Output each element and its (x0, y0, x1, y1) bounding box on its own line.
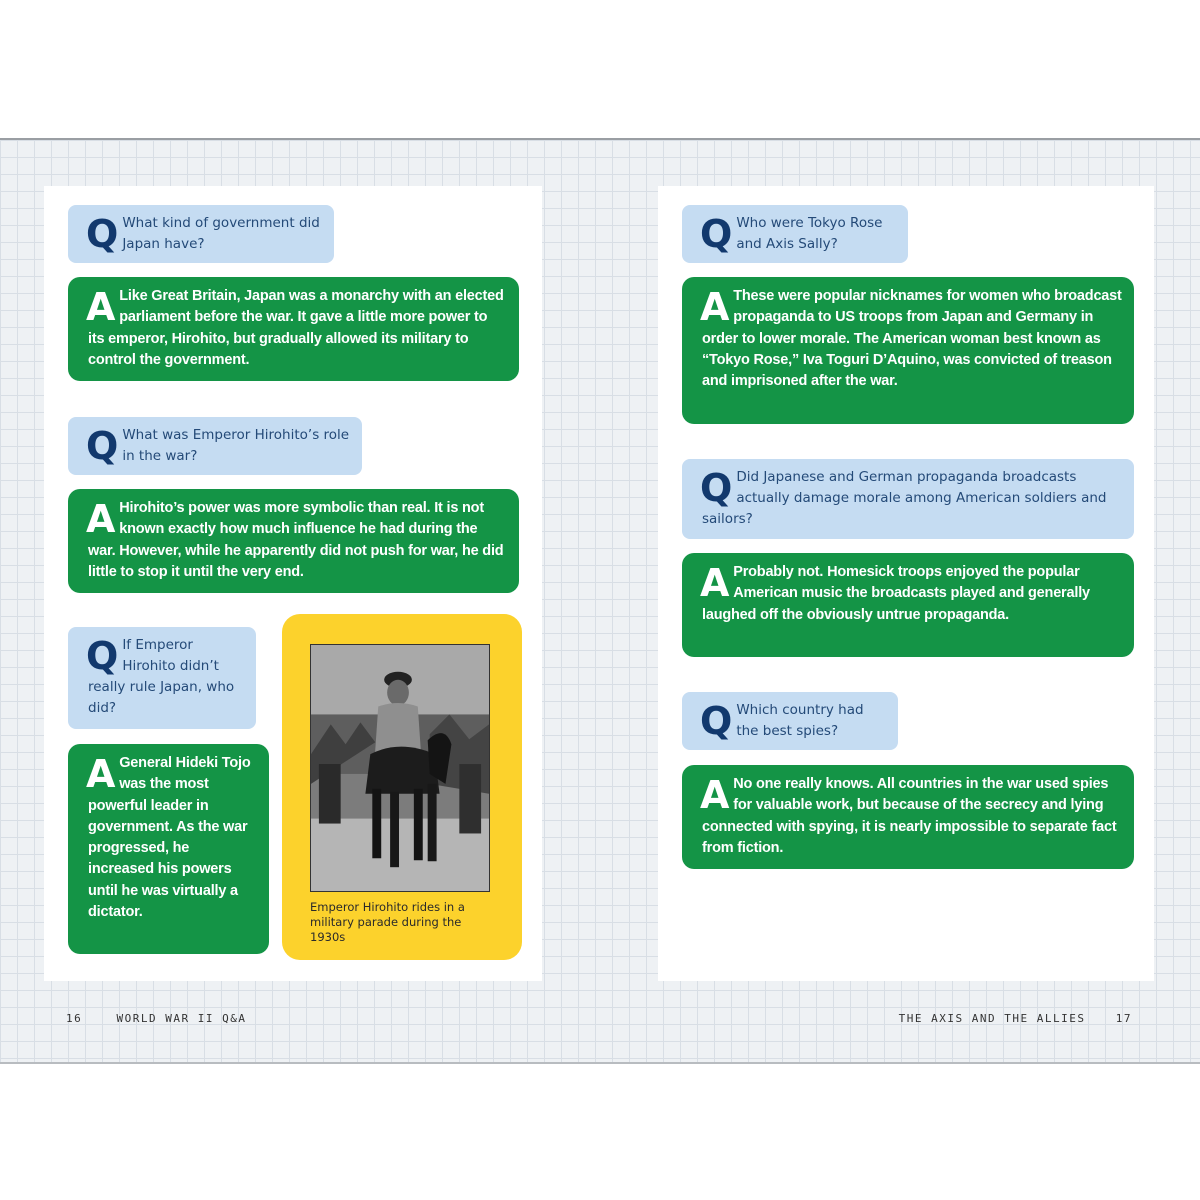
q-letter: Q (86, 634, 119, 678)
hirohito-parade-photo (310, 644, 490, 892)
answer-box (68, 744, 269, 954)
question-box (682, 459, 1134, 539)
question-box (682, 692, 898, 750)
q-letter: Q (86, 212, 119, 256)
answer-box (682, 553, 1134, 657)
a-letter: A (700, 561, 730, 605)
q-letter: Q (700, 466, 733, 510)
question-text: What kind of government did Japan have? (122, 215, 320, 252)
a-letter: A (86, 285, 116, 329)
photo-caption: Emperor Hirohito rides in a military parade during the 1930s (310, 900, 465, 944)
answer-box (682, 765, 1134, 869)
answer-box (68, 277, 519, 381)
answer-text: Hirohito’s power was more symbolic than real. It is not known exactly how much influence he had during the war. However, while he apparently did not push for war, he did little to stop it until the very end. (88, 500, 504, 580)
question-text: What was Emperor Hirohito’s role in the war? (122, 427, 350, 464)
question-text: Who were Tokyo Rose and Axis Sally? (736, 215, 883, 252)
question-box (68, 205, 334, 263)
q-letter: Q (700, 212, 733, 256)
photo-card (282, 614, 522, 960)
answer-box (68, 489, 519, 593)
question-text: If Emperor Hirohito didn’t really rule Japan, who did? (88, 637, 235, 716)
answer-text: No one really knows. All countries in the war used spies for valuable work, but because of the secrecy and lying connected with spying, it is nearly impossible to separate fact from fiction. (702, 776, 1117, 856)
answer-text: Like Great Britain, Japan was a monarchy with an elected parliament before the war. It gave a little more power to its emperor, Hirohito, but gradually allowed its military to control the government. (88, 288, 504, 368)
a-letter: A (86, 752, 116, 796)
left-footer (66, 1012, 246, 1025)
question-text: Did Japanese and German propaganda broadcasts actually damage morale among American soldiers and sailors? (702, 469, 1107, 527)
a-letter: A (700, 285, 730, 329)
question-box (68, 627, 256, 729)
page-number: 17 (1115, 1012, 1132, 1025)
a-letter: A (700, 773, 730, 817)
q-letter: Q (86, 424, 119, 468)
question-text: Which country had the best spies? (736, 702, 864, 739)
question-box (68, 417, 362, 475)
page-number: 16 (66, 1012, 83, 1025)
answer-box (682, 277, 1134, 424)
right-footer (899, 1012, 1132, 1025)
a-letter: A (86, 497, 116, 541)
running-title: WORLD WAR II Q&A (116, 1012, 247, 1025)
answer-text: General Hideki Tojo was the most powerful leader in government. As the war progressed, he increased his powers until he was virtually a dictator. (88, 755, 251, 921)
answer-text: Probably not. Homesick troops enjoyed the popular American music the broadcasts played and generally laughed off the obviously untrue propaganda. (702, 564, 1090, 623)
answer-text: These were popular nicknames for women who broadcast propaganda to US troops from Japan and Germany in order to lower morale. The American woman best known as “Tokyo Rose,” Iva Toguri D’Aquino, was convicted of treason and imprisoned after the war. (702, 288, 1122, 390)
question-box (682, 205, 908, 263)
q-letter: Q (700, 699, 733, 743)
running-title: THE AXIS AND THE ALLIES (898, 1012, 1086, 1025)
